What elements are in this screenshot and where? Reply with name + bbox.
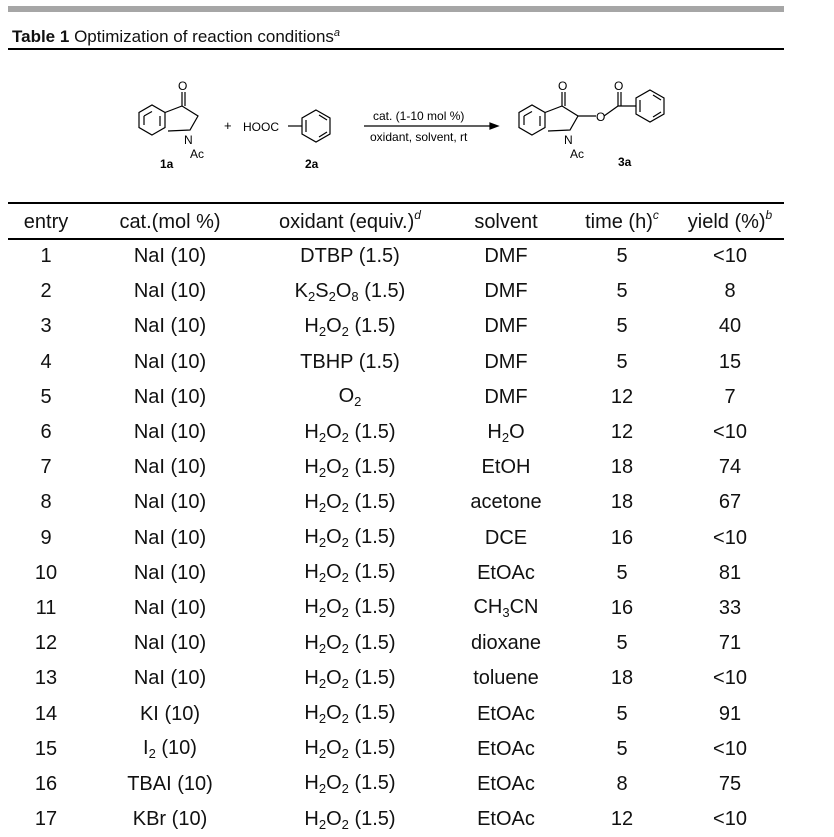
cell-time: 12 [610,421,634,444]
cell-yield: 33 [718,596,742,619]
cell-yield: 75 [718,772,742,795]
cell-solvent: EtOAc [477,808,535,831]
conditions-top: cat. (1-10 mol %) [373,109,465,123]
header-time: time $(h)^c$ [585,207,659,233]
cell-time: 5 [616,561,628,584]
cell-solvent: EtOH [481,456,531,479]
caption-footnote-mark: a [333,27,341,39]
header-yield: yield (%)$^b$ [687,207,773,233]
cell-catalyst: NaI (10) [133,245,207,268]
cell-entry: 13 [34,667,58,690]
table-caption [12,22,340,48]
compound-1a-structure [139,92,198,135]
cell-yield: 7 [724,385,736,408]
cell-solvent: DMF [484,350,528,373]
table-row [8,802,784,837]
caption-label: Table 1 [12,27,70,46]
cell-catalyst: NaI (10) [133,561,207,584]
reaction-scheme [120,78,700,178]
plus-sign: + [224,118,232,133]
cell-oxidant: $H_2O_2$ (1.5) [304,666,396,691]
table-header-row [8,202,784,239]
cell-catalyst: NaI (10) [133,421,207,444]
cell-catalyst: NaI (10) [133,280,207,303]
cell-solvent: dioxane [470,632,542,655]
cell-oxidant: DTBP (1.5) [300,245,400,268]
cell-time: 5 [616,315,628,338]
cell-yield: 74 [718,456,742,479]
table-row [8,450,784,485]
cell-yield: <10 [713,808,747,831]
cell-solvent: EtOAc [477,561,535,584]
table-row [8,661,784,696]
cell-oxidant: $K_2S_2O_8$ (1.5) [294,279,406,304]
table-row [8,274,784,309]
compound-2a-group: HOOC [243,120,279,134]
cell-entry: 9 [40,526,52,549]
table-row [8,521,784,556]
cell-entry: 8 [40,491,52,514]
table-row [8,345,784,380]
cell-oxidant: $H_2O_2$ (1.5) [304,314,396,339]
cell-time: 5 [616,632,628,655]
cell-oxidant: $H_2O_2$ (1.5) [304,772,396,797]
compound-1a-ac: Ac [190,147,205,161]
cell-oxidant: $H_2O_2$ (1.5) [304,455,396,480]
cell-entry: 5 [40,385,52,408]
cell-solvent: EtOAc [477,737,535,760]
cell-entry: 4 [40,350,52,373]
cell-oxidant: $H_2O_2$ (1.5) [304,420,396,445]
cell-solvent: EtOAc [477,772,535,795]
cell-yield: 15 [718,350,742,373]
cell-solvent: DCE [484,526,528,549]
cell-oxidant: $H_2O_2$ (1.5) [304,631,396,656]
cell-entry: 17 [34,808,58,831]
caption-text: Optimization of reaction conditions [74,27,334,46]
compound-1a-label: 1a [160,157,174,171]
compound-1a-nitrogen: N [184,133,193,147]
cell-time: 8 [616,772,628,795]
cell-time: 5 [616,280,628,303]
cell-time: 5 [616,737,628,760]
cell-entry: 16 [34,772,58,795]
cell-yield: 91 [718,702,742,725]
product-3a-structure [519,90,664,135]
cell-catalyst: NaI (10) [133,596,207,619]
table-row [8,696,784,731]
cell-entry: 14 [34,702,58,725]
cell-yield: <10 [713,421,747,444]
cell-time: 18 [610,491,634,514]
table-row [8,485,784,520]
cell-yield: <10 [713,737,747,760]
cell-yield: <10 [713,667,747,690]
cell-catalyst: $I_2$ (10) [143,737,197,762]
cell-time: 5 [616,702,628,725]
cell-entry: 6 [40,421,52,444]
cell-entry: 7 [40,456,52,479]
cell-solvent: $CH_3CN$ [473,596,539,621]
table-row [8,591,784,626]
cell-yield: 81 [718,561,742,584]
cell-catalyst: NaI (10) [133,632,207,655]
cell-time: 5 [616,245,628,268]
product-label: 3a [618,155,632,169]
cell-entry: 10 [34,561,58,584]
cell-catalyst: NaI (10) [133,315,207,338]
cell-entry: 3 [40,315,52,338]
cell-catalyst: NaI (10) [133,526,207,549]
cell-oxidant: $H_2O_2$ (1.5) [304,702,396,727]
conditions-bottom: oxidant, solvent, rt [370,130,468,144]
cell-catalyst: KI (10) [139,702,201,725]
cell-yield: 40 [718,315,742,338]
cell-yield: 67 [718,491,742,514]
cell-solvent: toluene [473,667,539,690]
top-decorative-bar [8,6,784,12]
cell-oxidant: $O_2$ [338,385,362,410]
table-row [8,626,784,661]
cell-yield: 8 [724,280,736,303]
cell-oxidant: $H_2O_2$ (1.5) [304,526,396,551]
compound-1a-ketone-o: O [178,79,188,93]
cell-oxidant: $H_2O_2$ (1.5) [304,737,396,762]
table-row [8,380,784,415]
cell-time: 18 [610,667,634,690]
cell-solvent: EtOAc [477,702,535,725]
cell-catalyst: NaI (10) [133,667,207,690]
cell-solvent: DMF [484,280,528,303]
cell-solvent: $H_2O$ [487,420,525,445]
cell-entry: 11 [35,596,57,619]
caption-rule [8,48,784,50]
cell-time: 16 [610,526,634,549]
cell-entry: 1 [40,245,52,268]
cell-oxidant: $H_2O_2$ (1.5) [304,596,396,621]
cell-solvent: DMF [484,385,528,408]
table-row [8,767,784,802]
optimization-table [8,202,784,837]
cell-oxidant: TBHP (1.5) [300,350,400,373]
cell-time: 12 [610,808,634,831]
cell-oxidant: $H_2O_2$ (1.5) [304,490,396,515]
cell-solvent: DMF [484,315,528,338]
product-ketone-o: O [558,79,568,93]
cell-catalyst: NaI (10) [133,491,207,514]
product-ac: Ac [570,147,585,161]
cell-solvent: acetone [470,491,542,514]
cell-oxidant: $H_2O_2$ (1.5) [304,807,396,832]
table-row [8,556,784,591]
header-solvent: solvent [474,210,538,233]
cell-solvent: DMF [484,245,528,268]
table-row [8,415,784,450]
cell-yield: 71 [718,632,742,655]
cell-yield: <10 [713,526,747,549]
cell-time: 12 [610,385,634,408]
cell-catalyst: KBr (10) [132,808,208,831]
cell-time: 16 [610,596,634,619]
cell-catalyst: NaI (10) [133,385,207,408]
cell-entry: 12 [34,632,58,655]
cell-time: 18 [610,456,634,479]
header-catalyst: cat.(mol %) [119,210,221,233]
product-carbonyl-o: O [614,79,624,93]
table-row [8,309,784,344]
table-row [8,732,784,767]
header-oxidant: oxidant (equiv.)$^d$ [279,207,421,233]
header-entry: entry [23,210,69,233]
cell-entry: 15 [34,737,58,760]
cell-oxidant: $H_2O_2$ (1.5) [304,561,396,586]
compound-2a-label: 2a [305,157,319,171]
cell-yield: <10 [713,245,747,268]
cell-catalyst: TBAI (10) [127,772,213,795]
product-ester-o: O [596,110,606,124]
cell-catalyst: NaI (10) [133,456,207,479]
cell-entry: 2 [40,280,52,303]
cell-catalyst: NaI (10) [133,350,207,373]
product-nitrogen: N [564,133,573,147]
cell-time: 5 [616,350,628,373]
table-row [8,239,784,274]
